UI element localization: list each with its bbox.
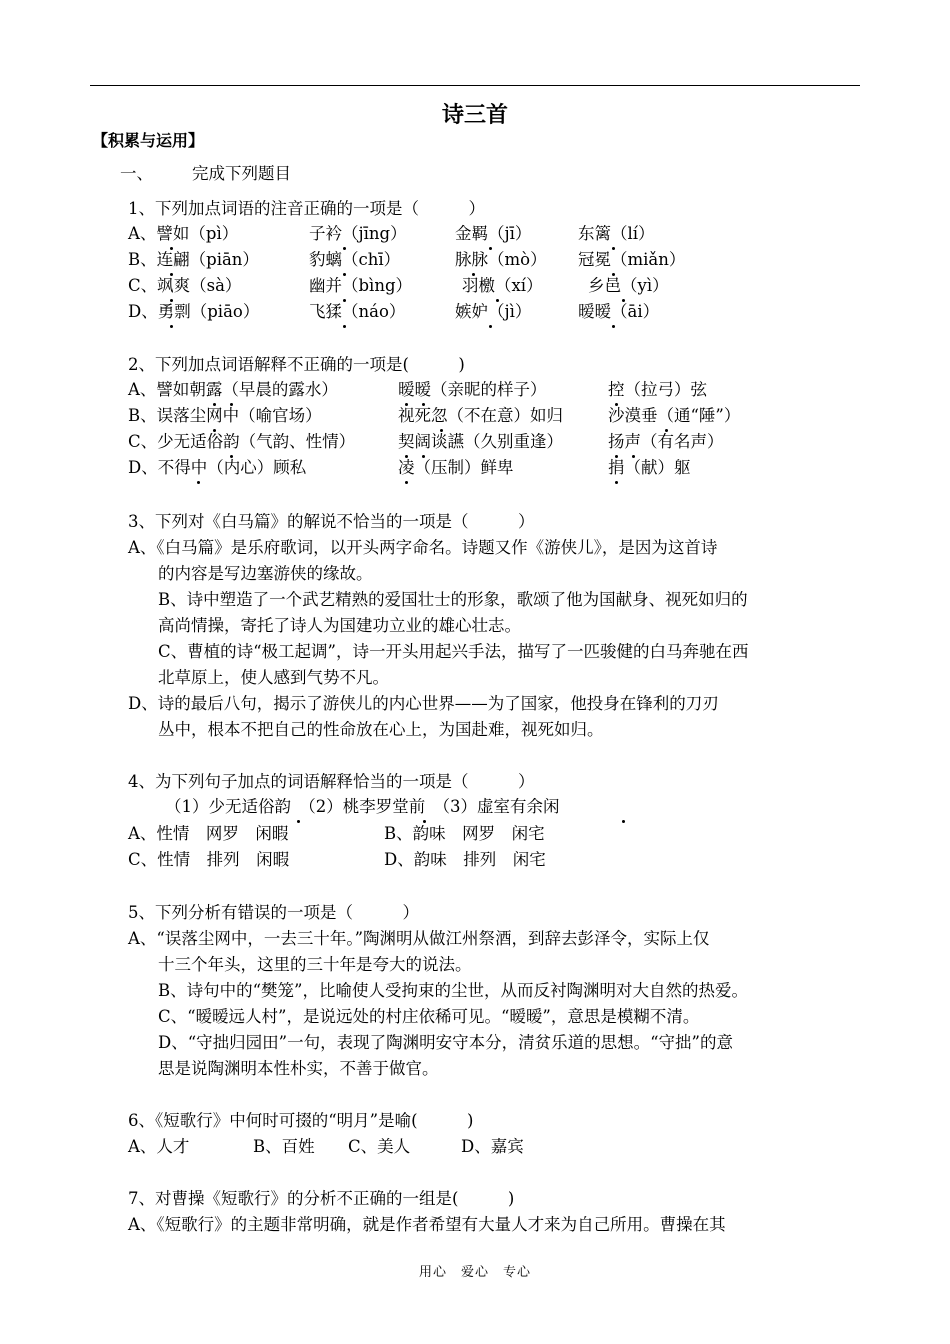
q3-line: A、《白马篇》是乐府歌词，以开头两字命名。诗题又作《游侠儿》，是因为这首诗: [128, 538, 718, 557]
page-footer: 用心 爱心 专心: [418, 1265, 531, 1280]
intro-text: 完成下列题目: [192, 164, 291, 183]
q4-option-b: B、韵味 网罗 闲宅: [384, 824, 545, 843]
q5-line: A、“误落尘网中，一去三十年。”陶渊明从做江州祭酒，到辞去彭泽令，实际上仅: [128, 929, 710, 948]
q2-d-1: D、不得中（内心）顾私: [128, 458, 307, 477]
q3-line: D、诗的最后八句，揭示了游侠儿的内心世界——为了国家，他投身在锋利的刀刃: [128, 694, 719, 713]
q2-a-1: A、譬如朝露（早晨的露水）: [128, 380, 338, 399]
emphasis-dot: [472, 273, 475, 276]
emphasis-dot: [440, 429, 443, 432]
emphasis-dot: [405, 455, 408, 458]
emphasis-dot: [343, 325, 346, 328]
emphasis-dot: [612, 325, 615, 328]
q2-b-2: 视死忽（不在意）如归: [398, 406, 563, 425]
q3-line: 高尚情操，寄托了诗人为国建功立业的雄心壮志。: [158, 616, 521, 635]
q1-b-1: B、连翩（piān）: [128, 250, 259, 269]
q6-option-c: C、美人: [348, 1137, 411, 1156]
q2-d-2: 凌（压制）鲜卑: [398, 458, 514, 477]
q4-items: （1）少无适俗韵 （2）桃李罗堂前 （3）虚室有余闲: [165, 797, 560, 816]
emphasis-dot: [422, 455, 425, 458]
q1-d-1: D、勇剽（piāo）: [128, 302, 260, 321]
emphasis-dot: [622, 299, 625, 302]
q4-stem: 4、为下列句子加点的词语解释恰当的一项是（ ）: [128, 772, 535, 791]
q5-line: 十三个年头，这里的三十年是夸大的说法。: [158, 955, 472, 974]
q1-b-2: 豹螭（chī）: [309, 250, 401, 269]
emphasis-dot: [197, 481, 200, 484]
emphasis-dot: [343, 247, 346, 250]
emphasis-dot: [170, 299, 173, 302]
emphasis-dot: [170, 247, 173, 250]
emphasis-dot: [343, 273, 346, 276]
q2-a-3: 控（拉弓）弦: [608, 380, 707, 399]
emphasis-dot: [489, 247, 492, 250]
emphasis-dot: [170, 273, 173, 276]
emphasis-dot: [343, 299, 346, 302]
emphasis-dot: [632, 455, 635, 458]
q1-d-4: 暧暧（āi）: [578, 302, 660, 321]
emphasis-dot: [405, 403, 408, 406]
q1-a-1: A、譬如（pì）: [128, 224, 239, 243]
q1-a-3: 金羁（jī）: [455, 224, 532, 243]
emphasis-dot: [615, 403, 618, 406]
q5-line: B、诗句中的“樊笼”，比喻使人受拘束的尘世，从而反衬陶渊明对大自然的热爱。: [158, 981, 748, 1000]
q6-option-a: A、人才: [128, 1137, 190, 1156]
q6-option-b: B、百姓: [253, 1137, 315, 1156]
q5-line: C、“暧暧远人村”，是说远处的村庄依稀可见。“暧暧”，意思是模糊不清。: [158, 1007, 700, 1026]
q3-line: 丛中，根本不把自己的性命放在心上，为国赴难，视死如归。: [158, 720, 604, 739]
emphasis-dot: [622, 820, 625, 823]
q2-c-3: 扬声（有名声）: [608, 432, 724, 451]
emphasis-dot: [213, 403, 216, 406]
q1-b-3: 脉脉（mò）: [455, 250, 547, 269]
q5-line: D、“守拙归园田”一句，表现了陶渊明安守本分，清贫乐道的思想。“守拙”的意: [158, 1033, 733, 1052]
q2-a-2: 暧暧（亲昵的样子）: [398, 380, 547, 399]
q2-b-3: 沙漠垂（通“陲”）: [608, 406, 741, 425]
q5-stem: 5、下列分析有错误的一项是（ ）: [128, 903, 419, 922]
emphasis-dot: [297, 820, 300, 823]
emphasis-dot: [496, 299, 499, 302]
q1-c-4: 乡邑（yì）: [588, 276, 669, 295]
q2-c-2: 契阔谈讌（久别重逢）: [398, 432, 563, 451]
q3-line: B、诗中塑造了一个武艺精熟的爱国壮士的形象，歌颂了他为国献身、视死如归的: [158, 590, 748, 609]
q1-d-3: 嫉妒（jì）: [455, 302, 532, 321]
emphasis-dot: [615, 455, 618, 458]
q3-line: 北草原上，使人感到气势不凡。: [158, 668, 389, 687]
emphasis-dot: [170, 325, 173, 328]
q1-b-4: 冠冕（miǎn）: [578, 250, 686, 269]
q2-d-3: 捐（献）躯: [608, 458, 691, 477]
emphasis-dot: [612, 247, 615, 250]
q3-line: 的内容是写边塞游侠的缘故。: [158, 564, 373, 583]
q1-c-2: 幽并（bìng）: [309, 276, 413, 295]
emphasis-dot: [665, 429, 668, 432]
emphasis-dot: [422, 403, 425, 406]
q7-stem: 7、对曹操《短歌行》的分析不正确的一组是( ): [128, 1189, 515, 1208]
q1-c-3: 羽檄（xí）: [462, 276, 543, 295]
q3-stem: 3、下列对《白马篇》的解说不恰当的一项是（ ）: [128, 512, 535, 531]
q4-option-c: C、性情 排列 闲暇: [128, 850, 290, 869]
q6-stem: 6、《短歌行》中何时可掇的“明月”是喻( ): [128, 1111, 474, 1130]
q4-option-a: A、性情 网罗 闲暇: [128, 824, 289, 843]
header-rule: [90, 85, 860, 86]
emphasis-dot: [489, 325, 492, 328]
intro-number: 一、: [120, 164, 153, 183]
q3-line: C、曹植的诗“极工起调”，诗一开头用起兴手法，描写了一匹骏健的白马奔驰在西: [158, 642, 749, 661]
emphasis-dot: [213, 429, 216, 432]
q5-line: 思是说陶渊明本性朴实，不善于做官。: [158, 1059, 439, 1078]
section-heading: 【积累与运用】: [92, 131, 205, 150]
q1-a-2: 子衿（jīng）: [309, 224, 407, 243]
q2-stem: 2、下列加点词语解释不正确的一项是( ): [128, 355, 465, 374]
emphasis-dot: [612, 273, 615, 276]
q2-c-1: C、少无适俗韵（气韵、性情）: [128, 432, 356, 451]
q1-d-2: 飞猱（náo）: [309, 302, 406, 321]
emphasis-dot: [405, 481, 408, 484]
q1-stem: 1、下列加点词语的注音正确的一项是（ ）: [128, 199, 485, 218]
page-title: 诗三首: [441, 103, 508, 128]
q4-option-d: D、韵味 排列 闲宅: [384, 850, 546, 869]
q1-c-1: C、飒爽（sà）: [128, 276, 242, 295]
q2-b-1: B、误落尘网中（喻官场）: [128, 406, 322, 425]
q7-line: A、《短歌行》的主题非常明确，就是作者希望有大量人才来为自己所用。曹操在其: [128, 1215, 726, 1234]
emphasis-dot: [230, 455, 233, 458]
emphasis-dot: [615, 481, 618, 484]
q6-option-d: D、嘉宾: [461, 1137, 524, 1156]
emphasis-dot: [230, 403, 233, 406]
q1-a-4: 东篱（lí）: [578, 224, 655, 243]
